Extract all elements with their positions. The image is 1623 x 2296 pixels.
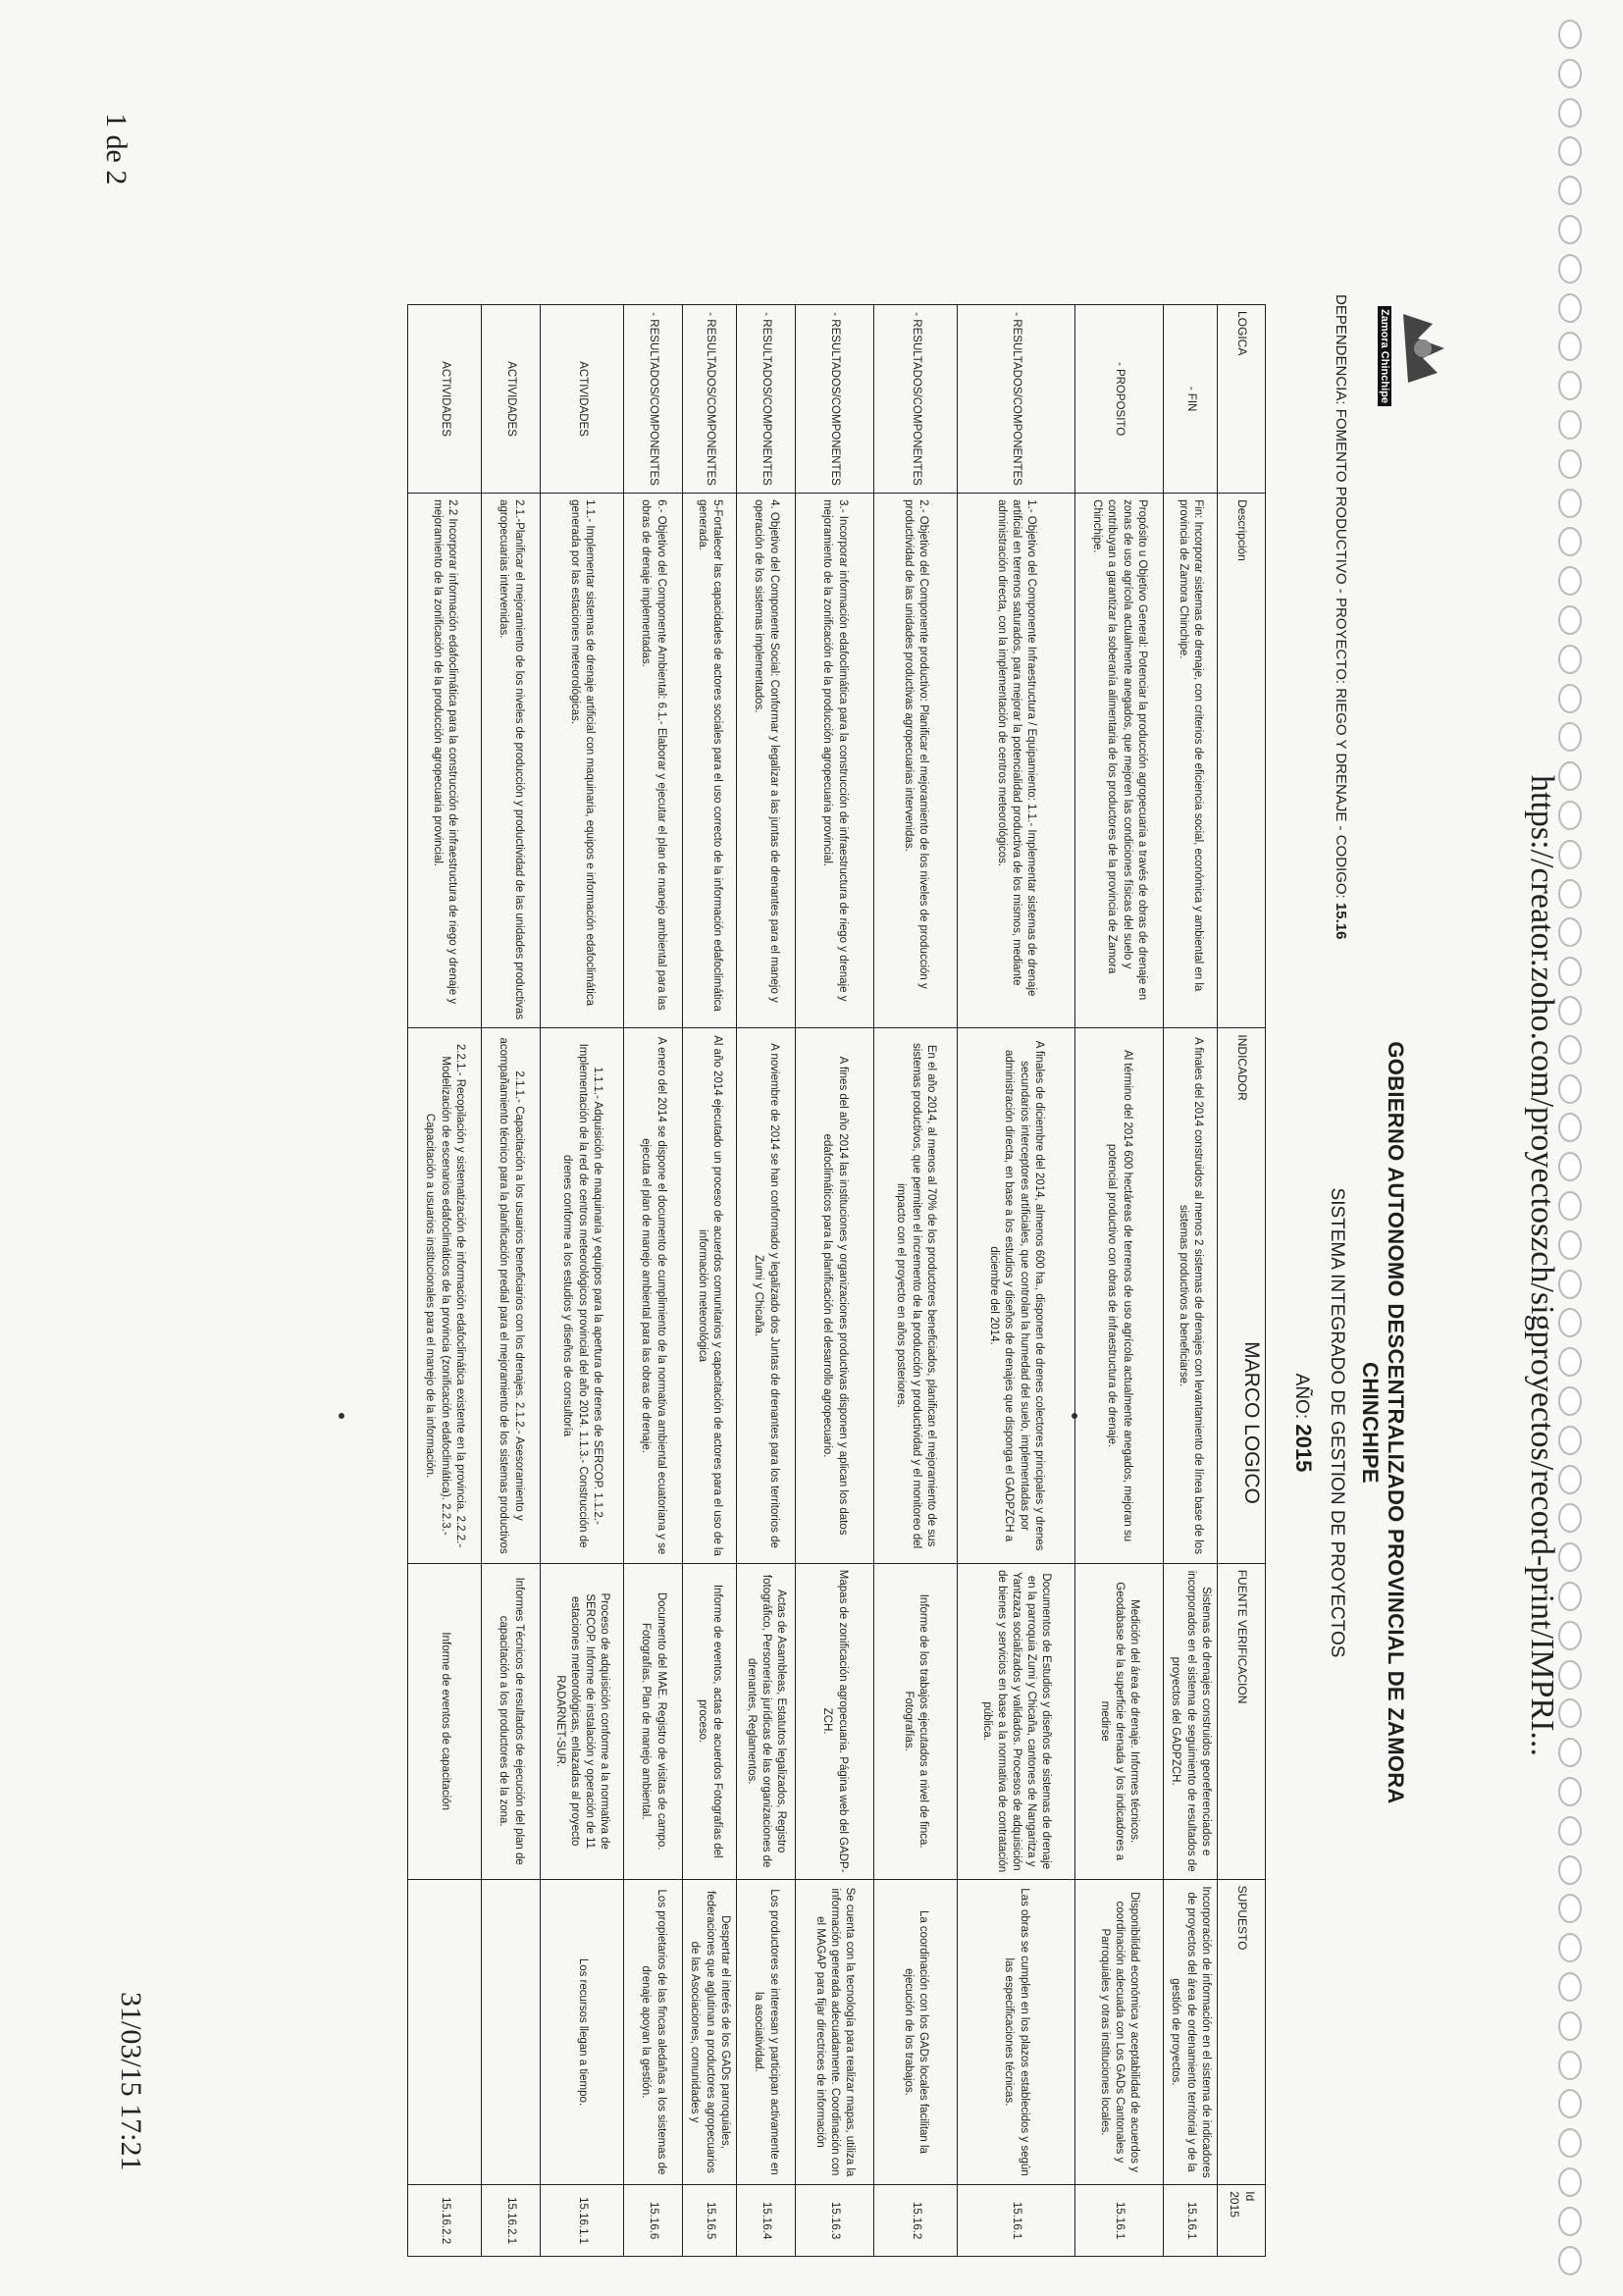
table-header-row <box>1218 305 1266 2257</box>
id-cell: 15.16.2.1 <box>482 2185 541 2257</box>
descripcion-cell: 6.- Objetivo del Componente Ambiental: 6.1.- Elaborar y ejecutar el plan de manejo ambiental para las obras de drenaje implementadas. <box>624 494 683 1028</box>
descripcion-cell: 3.- Incorporar información edafoclimática para la construcción de infraestructura de riego y drenaje y mejoramiento de la zonificación de la producción agropecuaria provincial. <box>796 494 874 1028</box>
binding-hole <box>1558 840 1582 869</box>
binding-hole <box>1558 2167 1582 2197</box>
fuente-cell: Sistemas de drenajes construidos georeferenciados e incorporados en el sistema de seguimiento de resultados de proyectos del GADPZCH. <box>1164 1563 1218 1879</box>
anio-row <box>1290 981 1316 1864</box>
table-row <box>796 305 874 2257</box>
descripcion-cell: 5-Fortalecer las capacidades de actores sociales para el uso correcto de la información edafoclimática generada. <box>683 494 737 1028</box>
binding-hole <box>1558 1582 1582 1611</box>
binding-hole <box>1558 2207 1582 2236</box>
marco-logico-table <box>407 304 1266 2257</box>
id-cell: 15.16.3 <box>796 2185 874 2257</box>
supuesto-cell <box>482 1879 541 2185</box>
indicador-cell: 1.1.1.- Adquisición de maquinaria y equipos para la apertura de drenes de SERCOP. 1.1.2.- Implementación de la red de centros meteorológicos provincial del año 2014. 1.1.3.- Construcción de drenes conforme a los estudios y diseños de consultoría <box>541 1028 624 1563</box>
binding-hole <box>1558 1308 1582 1337</box>
supuesto-cell: Disponibilidad económica y aceptabilidad de acuerdos y coordinación adecuada con Los GADs Cantonales y Parroquiales y otras instituciones locales. <box>1075 1879 1164 2185</box>
codigo-value: 15.16 <box>1333 902 1349 940</box>
supuesto-cell: Los productores se interesan y participan activamente en la asociatividad. <box>737 1879 796 2185</box>
binding-hole <box>1558 1621 1582 1650</box>
dependencia-line: DEPENDENCIA: FOMENTO PRODUCTIVO - PROYECTO: RIEGO Y DRENAJE - CODIGO: 15.16 <box>1333 294 1349 940</box>
binding-hole <box>1558 1816 1582 1846</box>
logica-cell: ACTIVIDADES <box>541 305 624 494</box>
supuesto-cell: Despertar el interés de los GADs parroquiales, federaciones que aglutinan a productores agropecuarios de las Asociaciones, comunidades y <box>683 1879 737 2185</box>
binding-hole <box>1558 761 1582 791</box>
binding-hole <box>1558 215 1582 244</box>
binding-hole <box>1558 1230 1582 1260</box>
binding-hole <box>1558 996 1582 1025</box>
binding-hole <box>1558 1074 1582 1104</box>
binding-hole <box>1558 605 1582 635</box>
binding-hole <box>1558 527 1582 556</box>
supuesto-cell: Incorporación de información en el sistema de indicadores de proyectos del área de ordenamiento territorial y de la gestión de proyectos. <box>1164 1879 1218 2185</box>
column-header: FUENTE VERIFICACION <box>1218 1563 1266 1879</box>
binding-hole <box>1558 1738 1582 1767</box>
indicador-cell: A enero del 2014 se dispone el documento de cumplimiento de la normativa ambiental ecuatoriana y se ejecuta el plan de manejo ambiental para las obras de drenaje. <box>624 1028 683 1563</box>
binding-hole <box>1558 2051 1582 2080</box>
id-cell: 15.16.1 <box>958 2185 1075 2257</box>
binding-hole <box>1558 1347 1582 1377</box>
id-cell: 15.16.2 <box>874 2185 958 2257</box>
logica-cell: - RESULTADOS/COMPONENTES <box>796 305 874 494</box>
fuente-cell: Medición del área de drenaje. Informes técnicos. Geodabase de la superficie drenada y los indicadores a medirse <box>1075 1563 1164 1879</box>
binding-hole <box>1558 1542 1582 1572</box>
dependencia-label: DEPENDENCIA: <box>1333 294 1349 405</box>
logo <box>1354 294 1452 402</box>
binding-hole <box>1558 645 1582 674</box>
binding-hole <box>1558 879 1582 909</box>
logo-mark-icon <box>1393 304 1452 392</box>
descripcion-cell: Fin: Incorporar sistemas de drenaje, con criterios de eficiencia social, económica y ambiental en la provincia de Zamora Chinchipe. <box>1164 494 1218 1028</box>
id-cell: 15.16.2.2 <box>408 2185 482 2257</box>
binding-hole <box>1558 136 1582 166</box>
binding-hole <box>1558 371 1582 400</box>
logica-cell: ACTIVIDADES <box>482 305 541 494</box>
binding-hole <box>1558 957 1582 986</box>
descripcion-cell: 1.1.- Implementar sistemas de drenaje artificial con maquinaria, equipos e información edafoclimática generada por las estaciones meteorológicas. <box>541 494 624 1028</box>
indicador-cell: En el año 2014, al menos al 70% de los productores beneficiados, planifican el mejoramiento de sus sistemas productivos, que permiten el incremento de la producción y productividad y el monitoreo del impacto con el proyecto en años posteriores. <box>874 1028 958 1563</box>
table-row <box>1164 305 1218 2257</box>
fuente-cell: Documento del MAE. Registro de visitas de campo. Fotografías. Plan de manejo ambiental. <box>624 1563 683 1879</box>
descripcion-cell: 2.1.-Planificar el mejoramiento de los niveles de producción y productividad de las unidades productivas agropecuarias intervenidas. <box>482 494 541 1028</box>
binding-hole <box>1558 2089 1582 2118</box>
binding-hole <box>1558 566 1582 596</box>
spiral-binding <box>1558 20 1594 2286</box>
logica-cell: - RESULTADOS/COMPONENTES <box>958 305 1075 494</box>
indicador-cell: 2.2.1.- Recopilación y sistematización de información edafoclimática existente en la provincia. 2.2.2.- Modelización de escenarios edafoclimáticos de la provincia (zonificación edafoclimática). 2.2.3.- Capacitación a usuarios institucionales para el manejo de la información. <box>408 1028 482 1563</box>
binding-hole <box>1558 1503 1582 1533</box>
table-row <box>737 305 796 2257</box>
binding-hole <box>1558 1972 1582 2002</box>
binding-hole <box>1558 1855 1582 1885</box>
proyecto-value: RIEGO Y DRENAJE <box>1333 688 1349 822</box>
id-cell: 15.16.5 <box>683 2185 737 2257</box>
fuente-cell: Informe de los trabajos ejecutados a nivel de finca. Fotografías. <box>874 1563 958 1879</box>
logica-cell: - FIN <box>1164 305 1218 494</box>
binding-hole <box>1558 1191 1582 1221</box>
table-row <box>624 305 683 2257</box>
sistema-title: SISTEMA INTEGRADO DE GESTION DE PROYECTOS <box>1327 1187 1347 1658</box>
id-cell: 15.16.1.1 <box>541 2185 624 2257</box>
logica-cell: - RESULTADOS/COMPONENTES <box>874 305 958 494</box>
fuente-cell: Informe de eventos de capacitación <box>408 1563 482 1879</box>
table-row <box>683 305 737 2257</box>
binding-hole <box>1558 1660 1582 1690</box>
indicador-cell: A noviembre de 2014 se han conformado y legalizado dos Juntas de drenantes para los territorios de Zumi y Chicaña. <box>737 1028 796 1563</box>
binding-hole <box>1558 684 1582 713</box>
logica-cell: - RESULTADOS/COMPONENTES <box>737 305 796 494</box>
binding-hole <box>1558 254 1582 284</box>
logica-cell: - RESULTADOS/COMPONENTES <box>683 305 737 494</box>
binding-hole <box>1558 722 1582 752</box>
indicador-cell: Al término del 2014 600 hectáreas de terrenos de uso agrícola actualmente anegados, mejoran su potencial productivo con obras de infraestructura de drenaje. <box>1075 1028 1164 1563</box>
indicador-cell: A finales del 2014 construidos al menos 2 sistemas de drenajes con levantamiento de línea base de los sistemas productivos a beneficiarse. <box>1164 1028 1218 1563</box>
logica-cell: - RESULTADOS/COMPONENTES <box>624 305 683 494</box>
binding-hole <box>1558 20 1582 49</box>
binding-hole <box>1558 2128 1582 2158</box>
binding-hole <box>1558 1426 1582 1455</box>
proyecto-label: PROYECTO: <box>1333 597 1349 685</box>
binding-hole <box>1558 1894 1582 1923</box>
descripcion-cell: 2.2 Incorporar información edafoclimática para la construcción de infraestructura de riego y drenaje y mejoramiento de la zonificación de la producción agropecuaria provincial. <box>408 494 482 1028</box>
id-cell: 15.16.1 <box>1164 2185 1218 2257</box>
binding-hole <box>1558 1035 1582 1065</box>
binding-hole <box>1558 1113 1582 1142</box>
fuente-cell: Proceso de adquisición conforme a la normativa de SERCOP. Informe de instalación y operación de 11 estaciones meteorológicas, enlazadas al proyecto RADARNET-SUR. <box>541 1563 624 1879</box>
descripcion-cell: 4. Objetivo del Componente Social: Conformar y legalizar a las juntas de drenantes para el manejo y operación de los sistemas implementados. <box>737 494 796 1028</box>
fuente-cell: Informes Técnicos de resultados de ejecución del plan de capacitación a los productores de la zona. <box>482 1563 541 1879</box>
logo-text: Zamora Chinchipe <box>1378 306 1391 406</box>
table-row <box>874 305 958 2257</box>
column-header: LOGICA <box>1218 305 1266 494</box>
marco-logico-title: MARCO LOGICO <box>1240 1341 1263 1504</box>
table-row <box>1075 305 1164 2257</box>
binding-hole <box>1558 98 1582 128</box>
binding-hole <box>1558 176 1582 205</box>
indicador-cell: 2.1.1.- Capacitación a los usuarios beneficiarios con los drenajes. 2.1.2.- Asesoramiento y acompañamiento técnico para la planificación predial para el mejoramiento de los sistemas productivos <box>482 1028 541 1563</box>
supuesto-cell: Los propietarios de las fincas aledañas a los sistemas de drenaje apoyan la gestión. <box>624 1879 683 2185</box>
indicador-cell: A fines del año 2014 las instituciones y organizaciones productivas disponen y aplican los datos edafoclimáticos para la planificación del desarrollo agropecuario. <box>796 1028 874 1563</box>
table-row <box>408 305 482 2257</box>
binding-hole <box>1558 332 1582 361</box>
binding-hole <box>1558 1270 1582 1299</box>
print-datetime: 31/03/15 17:21 <box>115 1992 147 2171</box>
binding-hole <box>1558 489 1582 518</box>
descripcion-cell: 1.- Objetivo del Componente Infraestructura / Equipamiento: 1.1.- Implementar sistemas de drenaje artificial en terrenos saturados, para mejorar la potencialidad productiva de los mismos, mediante administración directa, con la implementación de centros meteorológicos. <box>958 494 1075 1028</box>
binding-hole <box>1558 801 1582 830</box>
column-header: Descripción <box>1218 494 1266 1028</box>
binding-hole <box>1558 1386 1582 1416</box>
anio-value: 2015 <box>1291 1424 1316 1473</box>
anio-label: AÑO: <box>1291 1373 1312 1420</box>
id-cell: 15.16.1 <box>1075 2185 1164 2257</box>
logica-cell: - PROPOSITO <box>1075 305 1164 494</box>
table-row <box>541 305 624 2257</box>
fuente-cell: Mapas de zonificación agropecuaria. Página web del GADP-ZCH. <box>796 1563 874 1879</box>
binding-hole <box>1558 59 1582 88</box>
rotated-document <box>314 294 1452 2257</box>
binding-hole <box>1558 2011 1582 2041</box>
binding-hole <box>1558 1933 1582 1962</box>
supuesto-cell <box>408 1879 482 2185</box>
table-row <box>482 305 541 2257</box>
binding-hole <box>1558 2246 1582 2275</box>
codigo-label: CODIGO: <box>1333 834 1349 899</box>
binding-hole <box>1558 1698 1582 1728</box>
supuesto-cell: Los recursos llegan a tiempo. <box>541 1879 624 2185</box>
column-header: INDICADOR <box>1218 1028 1266 1563</box>
indicador-cell: A finales de diciembre del 2014, almenos 600 ha., disponen de drenes colectores principales y drenes secundarios interceptores artificiales, que controlan la humedad del suelo, implementadas por administración directa, en base a los estudios y diseños de drenajes que disponga el GADPZCH a diciembre del 2014. <box>958 1028 1075 1563</box>
binding-hole <box>1558 293 1582 323</box>
indicador-cell: Al año 2014 ejecutado un proceso de acuerdos comunitarios y capacitación de actores para el uso de la información meteorológica <box>683 1028 737 1563</box>
binding-hole <box>1558 917 1582 947</box>
table-row <box>958 305 1075 2257</box>
binding-hole <box>1558 449 1582 479</box>
binding-hole <box>1558 1777 1582 1806</box>
logica-cell: ACTIVIDADES <box>408 305 482 494</box>
page-number: 1 de 2 <box>100 113 132 185</box>
fuente-cell: Documentos de Estudios y diseños de sistemas de drenaje en la parroquia Zumi y Chicaña, cantones de Nangaritza y Yantzaza socializados y validados. Procesos de adquisición de bienes y servicios en base a la normativa de contratación pública. <box>958 1563 1075 1879</box>
fuente-cell: Informe de eventos, actas de acuerdos Fotografías del proceso. <box>683 1563 737 1879</box>
column-header: Id 2015 <box>1218 2185 1266 2257</box>
supuesto-cell: Las obras se cumplen en los plazos establecidos y según las especificaciones técnicas. <box>958 1879 1075 2185</box>
id-cell: 15.16.4 <box>737 2185 796 2257</box>
descripcion-cell: 2.- Objetivo del Componente productivo: Planificar el mejoramiento de los niveles de producción y productividad de las unidades productivas agropecuarias intervenidas. <box>874 494 958 1028</box>
fuente-cell: Actas de Asambleas, Estatutos legalizados, Registro fotográfico, Personerías jurídicas de las organizaciones de drenantes, Reglamentos. <box>737 1563 796 1879</box>
binding-hole <box>1558 410 1582 440</box>
supuesto-cell: Se cuenta con la tecnología para realizar mapas, utiliza la información generada adecuadamente. Coordinación con el MAGAP para fijar directrices de información <box>796 1879 874 2185</box>
gobierno-title: GOBIERNO AUTONOMO DESCENTRALIZADO PROVINCIAL DE ZAMORA CHINCHIPE <box>1358 1041 1408 1804</box>
descripcion-cell: Propósito u Objetivo General: Potenciar la producción agropecuaria a través de obras de drenaje en zonas de uso agrícola actualmente anegados, que mejoren las condiciones físicas del suelo y contribuyan a garantizar la soberanía alimentaria de los productores de la provincia de Zamora Chinchipe. <box>1075 494 1164 1028</box>
binding-hole <box>1558 1152 1582 1181</box>
binding-hole <box>1558 1465 1582 1494</box>
id-cell: 15.16.6 <box>624 2185 683 2257</box>
dependencia-value: FOMENTO PRODUCTIVO <box>1333 408 1349 585</box>
column-header: SUPUESTO <box>1218 1879 1266 2185</box>
supuesto-cell: La coordinación con los GADs locales facilitan la ejecución de los trabajos. <box>874 1879 958 2185</box>
print-url: https://creator.zoho.com/proyectoszch/sigproyectos/record-print/IMPRI... <box>1524 775 1560 1756</box>
